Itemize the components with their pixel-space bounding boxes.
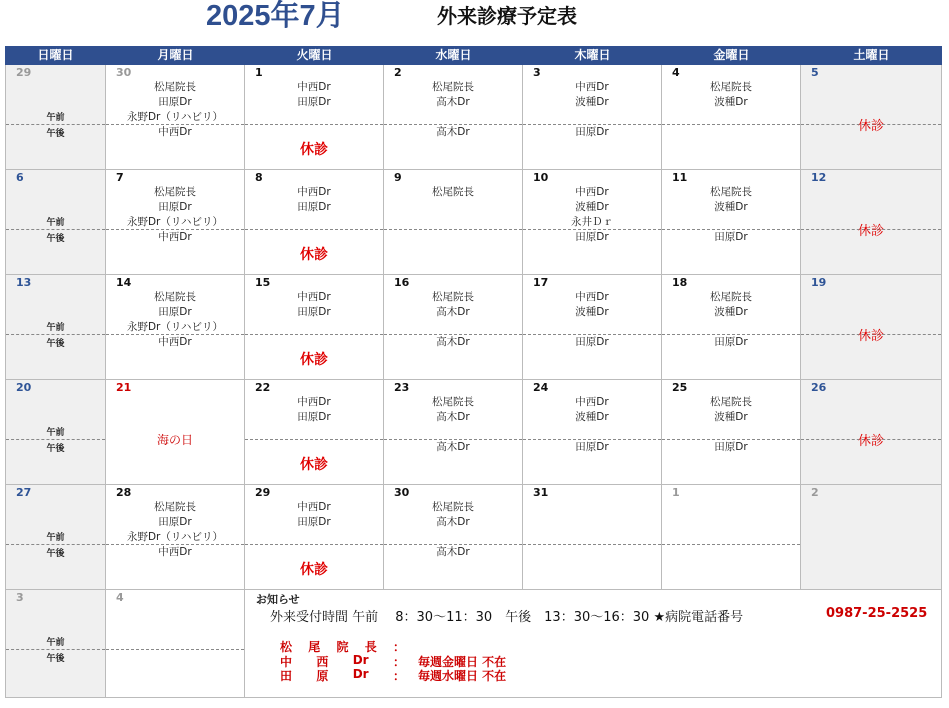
doctor-entry: 波種Dr xyxy=(714,201,748,213)
doctor-entry: 田原Dr xyxy=(297,411,331,423)
doctor-entry: 松尾院長 xyxy=(154,81,196,93)
closed-label: 休診 xyxy=(857,329,884,344)
am-doctors xyxy=(523,185,661,230)
doctor-name-part: ： xyxy=(392,655,405,669)
doctor-absence-note: 毎週水曜日 不在 xyxy=(418,669,507,683)
day-number: 22 xyxy=(255,381,271,394)
am-doctors xyxy=(662,80,800,110)
closed-label: 休診 xyxy=(857,224,884,239)
day-cell xyxy=(801,485,942,590)
am-label: 午前 xyxy=(46,428,65,438)
am-pm-divider xyxy=(6,649,105,650)
day-cell xyxy=(106,485,245,590)
day-cell xyxy=(384,170,523,275)
doctor-entry: 高木Dr xyxy=(436,441,470,453)
day-cell xyxy=(384,65,523,170)
weekday-header-cell: 火曜日 xyxy=(296,48,333,62)
doctor-entry: 田原Dr xyxy=(575,441,609,453)
pm-doctors xyxy=(523,440,661,455)
closed-label: 休診 xyxy=(300,562,328,578)
day-number: 15 xyxy=(255,276,271,289)
doctor-entry: 中西Dr xyxy=(297,81,331,93)
doctor-entry: 波種Dr xyxy=(714,96,748,108)
am-pm-divider xyxy=(662,124,800,125)
am-doctors xyxy=(384,185,522,200)
am-pm-divider xyxy=(106,649,244,650)
doctor-entry: 中西Dr xyxy=(575,291,609,303)
doctor-entry: 松尾院長 xyxy=(710,396,752,408)
pm-doctors xyxy=(523,230,661,245)
doctor-entry: 中西Dr xyxy=(297,186,331,198)
doctor-entry: 永野Dr（リハビリ） xyxy=(126,216,224,228)
doctor-entry: 田原Dr xyxy=(297,201,331,213)
day-number: 26 xyxy=(811,381,827,394)
day-number: 6 xyxy=(16,171,24,184)
am-pm-divider xyxy=(6,439,105,440)
day-number: 4 xyxy=(672,66,680,79)
day-number: 31 xyxy=(533,486,549,499)
weekday-header xyxy=(5,46,942,65)
closed-label: 休診 xyxy=(857,119,884,134)
pm-doctors xyxy=(106,230,244,245)
day-cell xyxy=(801,275,942,380)
closed-label: 休診 xyxy=(300,142,328,158)
pm-doctors xyxy=(106,125,244,140)
am-doctors xyxy=(384,395,522,425)
notice-hours: 外来受付時間 午前 8：30～11：30 午後 13：30～16：30 ★病院電話番号 xyxy=(270,610,744,625)
day-number: 5 xyxy=(811,66,819,79)
doctor-entry: 田原Dr xyxy=(297,516,331,528)
doctor-entry: 田原Dr xyxy=(575,231,609,243)
am-pm-divider xyxy=(384,229,522,230)
am-label: 午前 xyxy=(46,638,65,648)
day-cell xyxy=(5,65,106,170)
doctor-entry: 中西Dr xyxy=(158,546,192,558)
am-doctors xyxy=(662,290,800,320)
am-doctors xyxy=(106,185,244,230)
doctor-entry: 高木Dr xyxy=(436,336,470,348)
day-cell xyxy=(523,275,662,380)
am-pm-divider xyxy=(245,124,383,125)
am-doctors xyxy=(523,290,661,320)
pm-label: 午後 xyxy=(46,444,65,454)
doctor-entry: 田原Dr xyxy=(714,336,748,348)
am-doctors xyxy=(106,80,244,125)
day-number: 3 xyxy=(533,66,541,79)
doctor-entry: 永井Ｄｒ xyxy=(571,216,613,228)
day-cell xyxy=(662,485,801,590)
doctor-entry: 田原Dr xyxy=(297,306,331,318)
am-doctors xyxy=(245,290,383,320)
day-number: 27 xyxy=(16,486,32,499)
doctor-entry: 波種Dr xyxy=(714,411,748,423)
day-number: 25 xyxy=(672,381,688,394)
doctor-entry: 中西Dr xyxy=(575,81,609,93)
day-number: 9 xyxy=(394,171,402,184)
doctor-entry: 田原Dr xyxy=(575,336,609,348)
pm-doctors xyxy=(106,545,244,560)
day-number: 11 xyxy=(672,171,688,184)
doctor-entry: 中西Dr xyxy=(158,126,192,138)
day-number: 14 xyxy=(116,276,132,289)
closed-label: 休診 xyxy=(300,352,328,368)
doctor-entry: 波種Dr xyxy=(575,96,609,108)
doctor-name-part: 田 xyxy=(280,669,293,683)
day-cell xyxy=(384,275,523,380)
doctor-entry: 中西Dr xyxy=(297,501,331,513)
am-doctors xyxy=(384,500,522,530)
doctor-name-part: 尾 xyxy=(308,640,321,654)
day-cell xyxy=(106,275,245,380)
pm-label: 午後 xyxy=(46,654,65,664)
doctor-entry: 高木Dr xyxy=(436,306,470,318)
day-number: 4 xyxy=(116,591,124,604)
pm-doctors xyxy=(384,545,522,560)
am-doctors xyxy=(523,395,661,425)
pm-label: 午後 xyxy=(46,129,65,139)
pm-label: 午後 xyxy=(46,339,65,349)
doctor-entry: 田原Dr xyxy=(158,96,192,108)
pm-doctors xyxy=(662,440,800,455)
doctor-entry: 松尾院長 xyxy=(432,186,474,198)
pm-label: 午後 xyxy=(46,549,65,559)
day-number: 10 xyxy=(533,171,549,184)
day-cell xyxy=(523,485,662,590)
day-cell xyxy=(245,275,384,380)
doctor-name-part: 原 xyxy=(316,669,329,683)
am-pm-divider xyxy=(6,229,105,230)
doctor-name-part: ： xyxy=(392,669,405,683)
doctor-entry: 松尾院長 xyxy=(710,291,752,303)
doctor-entry: 波種Dr xyxy=(575,201,609,213)
day-cell xyxy=(5,590,106,698)
doctor-entry: 松尾院長 xyxy=(710,81,752,93)
day-cell xyxy=(662,65,801,170)
doctor-name-part: Dr xyxy=(352,653,369,667)
am-doctors xyxy=(245,80,383,110)
doctor-entry: 松尾院長 xyxy=(710,186,752,198)
day-cell xyxy=(801,170,942,275)
holiday-name: 海の日 xyxy=(156,433,193,447)
day-cell xyxy=(5,485,106,590)
doctor-entry: 永野Dr（リハビリ） xyxy=(126,321,224,333)
doctor-name-part: Dr xyxy=(352,667,369,681)
am-doctors xyxy=(662,395,800,425)
doctor-entry: 田原Dr xyxy=(297,96,331,108)
day-number: 1 xyxy=(672,486,680,499)
doctor-entry: 松尾院長 xyxy=(432,501,474,513)
doctor-entry: 永野Dr（リハビリ） xyxy=(126,111,224,123)
day-number: 19 xyxy=(811,276,827,289)
am-pm-divider xyxy=(245,229,383,230)
doctor-entry: 松尾院長 xyxy=(432,291,474,303)
day-cell xyxy=(245,65,384,170)
doctor-entry: 中西Dr xyxy=(575,186,609,198)
day-cell xyxy=(662,380,801,485)
day-number: 18 xyxy=(672,276,688,289)
day-cell xyxy=(106,380,245,485)
doctor-name-part: 西 xyxy=(316,655,329,669)
notice-title: お知らせ xyxy=(256,593,300,606)
day-cell xyxy=(662,170,801,275)
doctor-name-part: 院 xyxy=(336,640,349,654)
doctor-entry: 波種Dr xyxy=(714,306,748,318)
am-pm-divider xyxy=(245,544,383,545)
am-label: 午前 xyxy=(46,533,65,543)
day-cell xyxy=(801,65,942,170)
am-pm-divider xyxy=(523,544,661,545)
day-cell xyxy=(5,380,106,485)
notice-phone: 0987-25-2525 xyxy=(826,606,928,621)
weekday-header-cell: 木曜日 xyxy=(574,48,611,62)
day-number: 8 xyxy=(255,171,263,184)
doctor-entry: 波種Dr xyxy=(575,306,609,318)
day-number: 24 xyxy=(533,381,549,394)
closed-label: 休診 xyxy=(300,247,328,263)
weekday-header-cell: 月曜日 xyxy=(157,48,194,62)
day-number: 28 xyxy=(116,486,132,499)
doctor-entry: 高木Dr xyxy=(436,546,470,558)
am-pm-divider xyxy=(245,439,383,440)
doctor-entry: 松尾院長 xyxy=(154,501,196,513)
am-pm-divider xyxy=(245,334,383,335)
am-doctors xyxy=(245,185,383,215)
day-cell xyxy=(523,380,662,485)
closed-label: 休診 xyxy=(857,434,884,449)
am-label: 午前 xyxy=(46,113,65,123)
doctor-entry: 松尾院長 xyxy=(154,291,196,303)
pm-doctors xyxy=(662,335,800,350)
doctor-entry: 永野Dr（リハビリ） xyxy=(126,531,224,543)
doctor-entry: 高木Dr xyxy=(436,126,470,138)
day-number: 20 xyxy=(16,381,32,394)
weekday-header-cell: 金曜日 xyxy=(713,48,750,62)
doctor-entry: 田原Dr xyxy=(714,231,748,243)
am-label: 午前 xyxy=(46,218,65,228)
doctor-entry: 松尾院長 xyxy=(154,186,196,198)
title-year-month: 2025年7月 xyxy=(206,0,345,32)
day-cell xyxy=(5,275,106,380)
day-number: 30 xyxy=(394,486,410,499)
day-cell xyxy=(384,380,523,485)
doctor-name-part: 長 xyxy=(364,640,377,654)
doctor-entry: 中西Dr xyxy=(297,291,331,303)
day-number: 23 xyxy=(394,381,410,394)
day-number: 13 xyxy=(16,276,32,289)
am-doctors xyxy=(106,290,244,335)
day-cell xyxy=(5,170,106,275)
day-cell xyxy=(245,380,384,485)
am-doctors xyxy=(523,80,661,110)
doctor-entry: 高木Dr xyxy=(436,411,470,423)
am-doctors xyxy=(384,80,522,110)
doctor-entry: 松尾院長 xyxy=(432,396,474,408)
pm-doctors xyxy=(384,440,522,455)
am-doctors xyxy=(662,185,800,215)
doctor-entry: 中西Dr xyxy=(575,396,609,408)
day-number: 2 xyxy=(394,66,402,79)
day-cell xyxy=(523,65,662,170)
pm-doctors xyxy=(384,125,522,140)
pm-doctors xyxy=(523,125,661,140)
doctor-absence-note: 毎週金曜日 不在 xyxy=(418,655,507,669)
closed-label: 休診 xyxy=(300,457,328,473)
day-number: 3 xyxy=(16,591,24,604)
doctor-entry: 中西Dr xyxy=(158,231,192,243)
weekday-header-cell: 水曜日 xyxy=(435,48,472,62)
doctor-entry: 中西Dr xyxy=(158,336,192,348)
day-cell xyxy=(106,170,245,275)
doctor-entry: 中西Dr xyxy=(297,396,331,408)
am-doctors xyxy=(384,290,522,320)
am-label: 午前 xyxy=(46,323,65,333)
day-cell xyxy=(245,485,384,590)
pm-doctors xyxy=(106,335,244,350)
doctor-name-part: ： xyxy=(392,640,405,654)
pm-label: 午後 xyxy=(46,234,65,244)
doctor-entry: 高木Dr xyxy=(436,96,470,108)
day-cell xyxy=(384,485,523,590)
am-doctors xyxy=(245,500,383,530)
weekday-header-cell: 土曜日 xyxy=(853,48,890,62)
weekday-header-cell: 日曜日 xyxy=(37,48,74,62)
am-doctors xyxy=(106,500,244,545)
title-main: 外来診療予定表 xyxy=(437,4,577,28)
doctor-entry: 田原Dr xyxy=(575,126,609,138)
day-cell xyxy=(662,275,801,380)
day-cell xyxy=(523,170,662,275)
day-cell xyxy=(106,65,245,170)
am-pm-divider xyxy=(6,334,105,335)
doctor-entry: 田原Dr xyxy=(158,201,192,213)
day-number: 12 xyxy=(811,171,827,184)
am-pm-divider xyxy=(6,544,105,545)
day-cell xyxy=(106,590,245,698)
am-pm-divider xyxy=(6,124,105,125)
doctor-entry: 高木Dr xyxy=(436,516,470,528)
doctor-name-part: 中 xyxy=(280,655,293,669)
day-number: 21 xyxy=(116,381,132,394)
am-doctors xyxy=(245,395,383,425)
day-number: 29 xyxy=(16,66,32,79)
day-cell xyxy=(245,170,384,275)
day-number: 7 xyxy=(116,171,124,184)
doctor-entry: 松尾院長 xyxy=(432,81,474,93)
doctor-entry: 田原Dr xyxy=(158,306,192,318)
day-number: 16 xyxy=(394,276,410,289)
pm-doctors xyxy=(523,335,661,350)
pm-doctors xyxy=(384,335,522,350)
day-number: 30 xyxy=(116,66,132,79)
pm-doctors xyxy=(662,230,800,245)
day-number: 1 xyxy=(255,66,263,79)
day-number: 17 xyxy=(533,276,549,289)
day-number: 29 xyxy=(255,486,271,499)
doctor-name-part: 松 xyxy=(280,640,293,654)
doctor-entry: 田原Dr xyxy=(714,441,748,453)
doctor-name xyxy=(280,667,405,684)
day-number: 2 xyxy=(811,486,819,499)
doctor-entry: 田原Dr xyxy=(158,516,192,528)
am-pm-divider xyxy=(662,544,800,545)
doctor-entry: 波種Dr xyxy=(575,411,609,423)
day-cell xyxy=(801,380,942,485)
